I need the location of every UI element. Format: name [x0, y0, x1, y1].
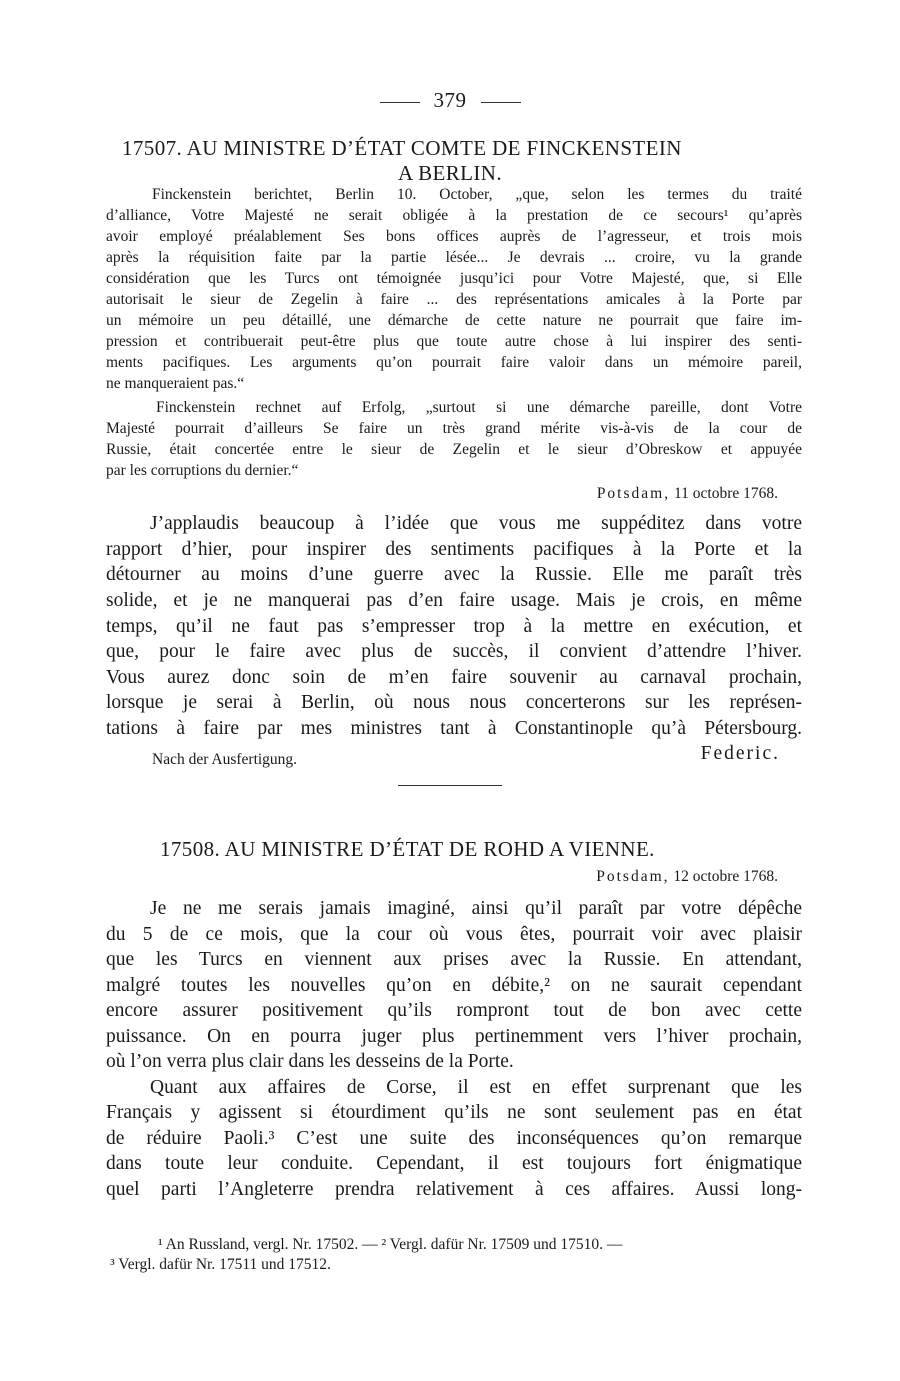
letter-1-number: 17507.	[122, 136, 183, 160]
letter-1-heading-line-2: A BERLIN.	[398, 161, 502, 185]
summary-line: ments pacifiques. Les arguments qu’on pourrait faire valoir dans un mémoire pareil,	[106, 354, 802, 371]
body-line: que les Turcs en viennent aux prises avec la Russie. En attendant,	[106, 949, 802, 970]
header-rule-right	[481, 102, 521, 103]
body-line: rapport d’hier, pour inspirer des sentiments pacifiques à la Porte et la	[106, 539, 802, 560]
summary-line: ne manqueraient pas.“	[106, 375, 245, 392]
signature: Federic.	[700, 743, 780, 764]
letter-1-place: Potsdam,	[596, 485, 671, 502]
letter-2-dateline	[596, 868, 778, 886]
summary-line: un mémoire un peu détaillé, une démarche de cette nature ne pourrait que faire im-	[106, 312, 802, 329]
body-line: encore assurer positivement qu’ils rompront tout de bon avec cette	[106, 1000, 802, 1021]
letter-2-heading	[160, 837, 655, 862]
letter-2-date: 12 octobre 1768.	[673, 868, 778, 885]
body-line: Vous aurez donc soin de m’en faire souvenir au carnaval prochain,	[106, 667, 802, 688]
body-line: lorsque je serai à Berlin, où nous nous concerterons sur les représen-	[106, 692, 802, 713]
body-line: temps, qu’il ne faut pas s’empresser trop à la mettre en exécution, et	[106, 616, 802, 637]
body-line: que, pour le faire avec plus de succès, il convient d’attendre l’hiver.	[106, 641, 802, 662]
summary-line: Russie, était concertée entre le sieur de Zegelin et le sieur d’Obreskow et appuyée	[106, 441, 802, 458]
body-line: où l’on verra plus clair dans les desseins de la Porte.	[106, 1051, 514, 1072]
footnote-line-2: ³ Vergl. dafür Nr. 17511 und 17512.	[110, 1256, 331, 1273]
body-line: de réduire Paoli.³ C’est une suite des inconséquences qu’on remarque	[106, 1128, 802, 1149]
body-line: dans toute leur conduite. Cependant, il est toujours fort énigmatique	[106, 1153, 802, 1174]
letter-2-number: 17508.	[160, 837, 221, 861]
summary-line: considération que les Turcs ont témoignée jusqu’ici pour Votre Majesté, que, si Elle	[106, 270, 802, 287]
body-line: Quant aux affaires de Corse, il est en effet surprenant que les	[150, 1077, 802, 1098]
body-line: solide, et je ne manquerai pas d’en faire usage. Mais je crois, en même	[106, 590, 802, 611]
letter-1-heading	[122, 136, 682, 161]
footnote-line-1: ¹ An Russland, vergl. Nr. 17502. — ² Vergl. dafür Nr. 17509 und 17510. —	[158, 1236, 623, 1253]
header-rule-left	[380, 102, 420, 103]
letter-1-heading-line-1: AU MINISTRE D’ÉTAT COMTE DE FINCKENSTEIN	[186, 136, 682, 160]
summary-line: pression et contribuerait peut-être plus que toute autre chose à lui inspirer des senti-	[106, 333, 802, 350]
letter-2-heading-text: AU MINISTRE D’ÉTAT DE ROHD A VIENNE.	[224, 837, 655, 861]
body-line: quel parti l’Angleterre prendra relativement à ces affaires. Aussi long-	[106, 1179, 802, 1200]
summary-line: Finckenstein berichtet, Berlin 10. October, „que, selon les termes du traité	[152, 186, 802, 203]
summary-line: d’alliance, Votre Majesté ne serait obligée à la prestation de ce secours¹ qu’après	[106, 207, 802, 224]
summary-line: autorisait le sieur de Zegelin à faire ... des représentations amicales à la Porte par	[106, 291, 802, 308]
letter-1-dateline	[597, 485, 778, 503]
body-line: du 5 de ce mois, que la cour où vous êtes, pourrait voir avec plaisir	[106, 924, 802, 945]
summary-line: Majesté pourrait d’ailleurs Se faire un très grand mérite vis-à-vis de la cour de	[106, 420, 802, 437]
page-header	[0, 88, 900, 113]
body-line: puissance. On en pourra juger plus pertinemment vers l’hiver prochain,	[106, 1026, 802, 1047]
section-divider	[398, 785, 502, 786]
body-line: Je ne me serais jamais imaginé, ainsi qu’il paraît par votre dépêche	[150, 898, 802, 919]
body-line: Français y agissent si étourdiment qu’ils ne sont seulement pas en état	[106, 1102, 802, 1123]
body-line: détourner au moins d’une guerre avec la Russie. Elle me paraît très	[106, 564, 802, 585]
body-line: malgré toutes les nouvelles qu’on en débite,² on ne saurait cependant	[106, 975, 802, 996]
source-note: Nach der Ausfertigung.	[152, 751, 298, 768]
summary-line: après la réquisition faite par la partie lésée... Je devrais ... croire, vu la grande	[106, 249, 802, 266]
letter-1-date: 11 octobre 1768.	[673, 485, 778, 502]
summary-line: avoir employé préalablement Ses bons offices auprès de l’agresseur, et trois mois	[106, 228, 802, 245]
summary-line: par les corruptions du dernier.“	[106, 462, 299, 479]
letter-2-place: Potsdam,	[596, 868, 670, 885]
page-number: 379	[433, 88, 467, 112]
body-line: J’applaudis beaucoup à l’idée que vous me suppéditez dans votre	[150, 513, 802, 534]
summary-line: Finckenstein rechnet auf Erfolg, „surtout si une démarche pareille, dont Votre	[156, 399, 802, 416]
body-line: tations à faire par mes ministres tant à Constantinople qu’à Pétersbourg.	[106, 718, 802, 739]
